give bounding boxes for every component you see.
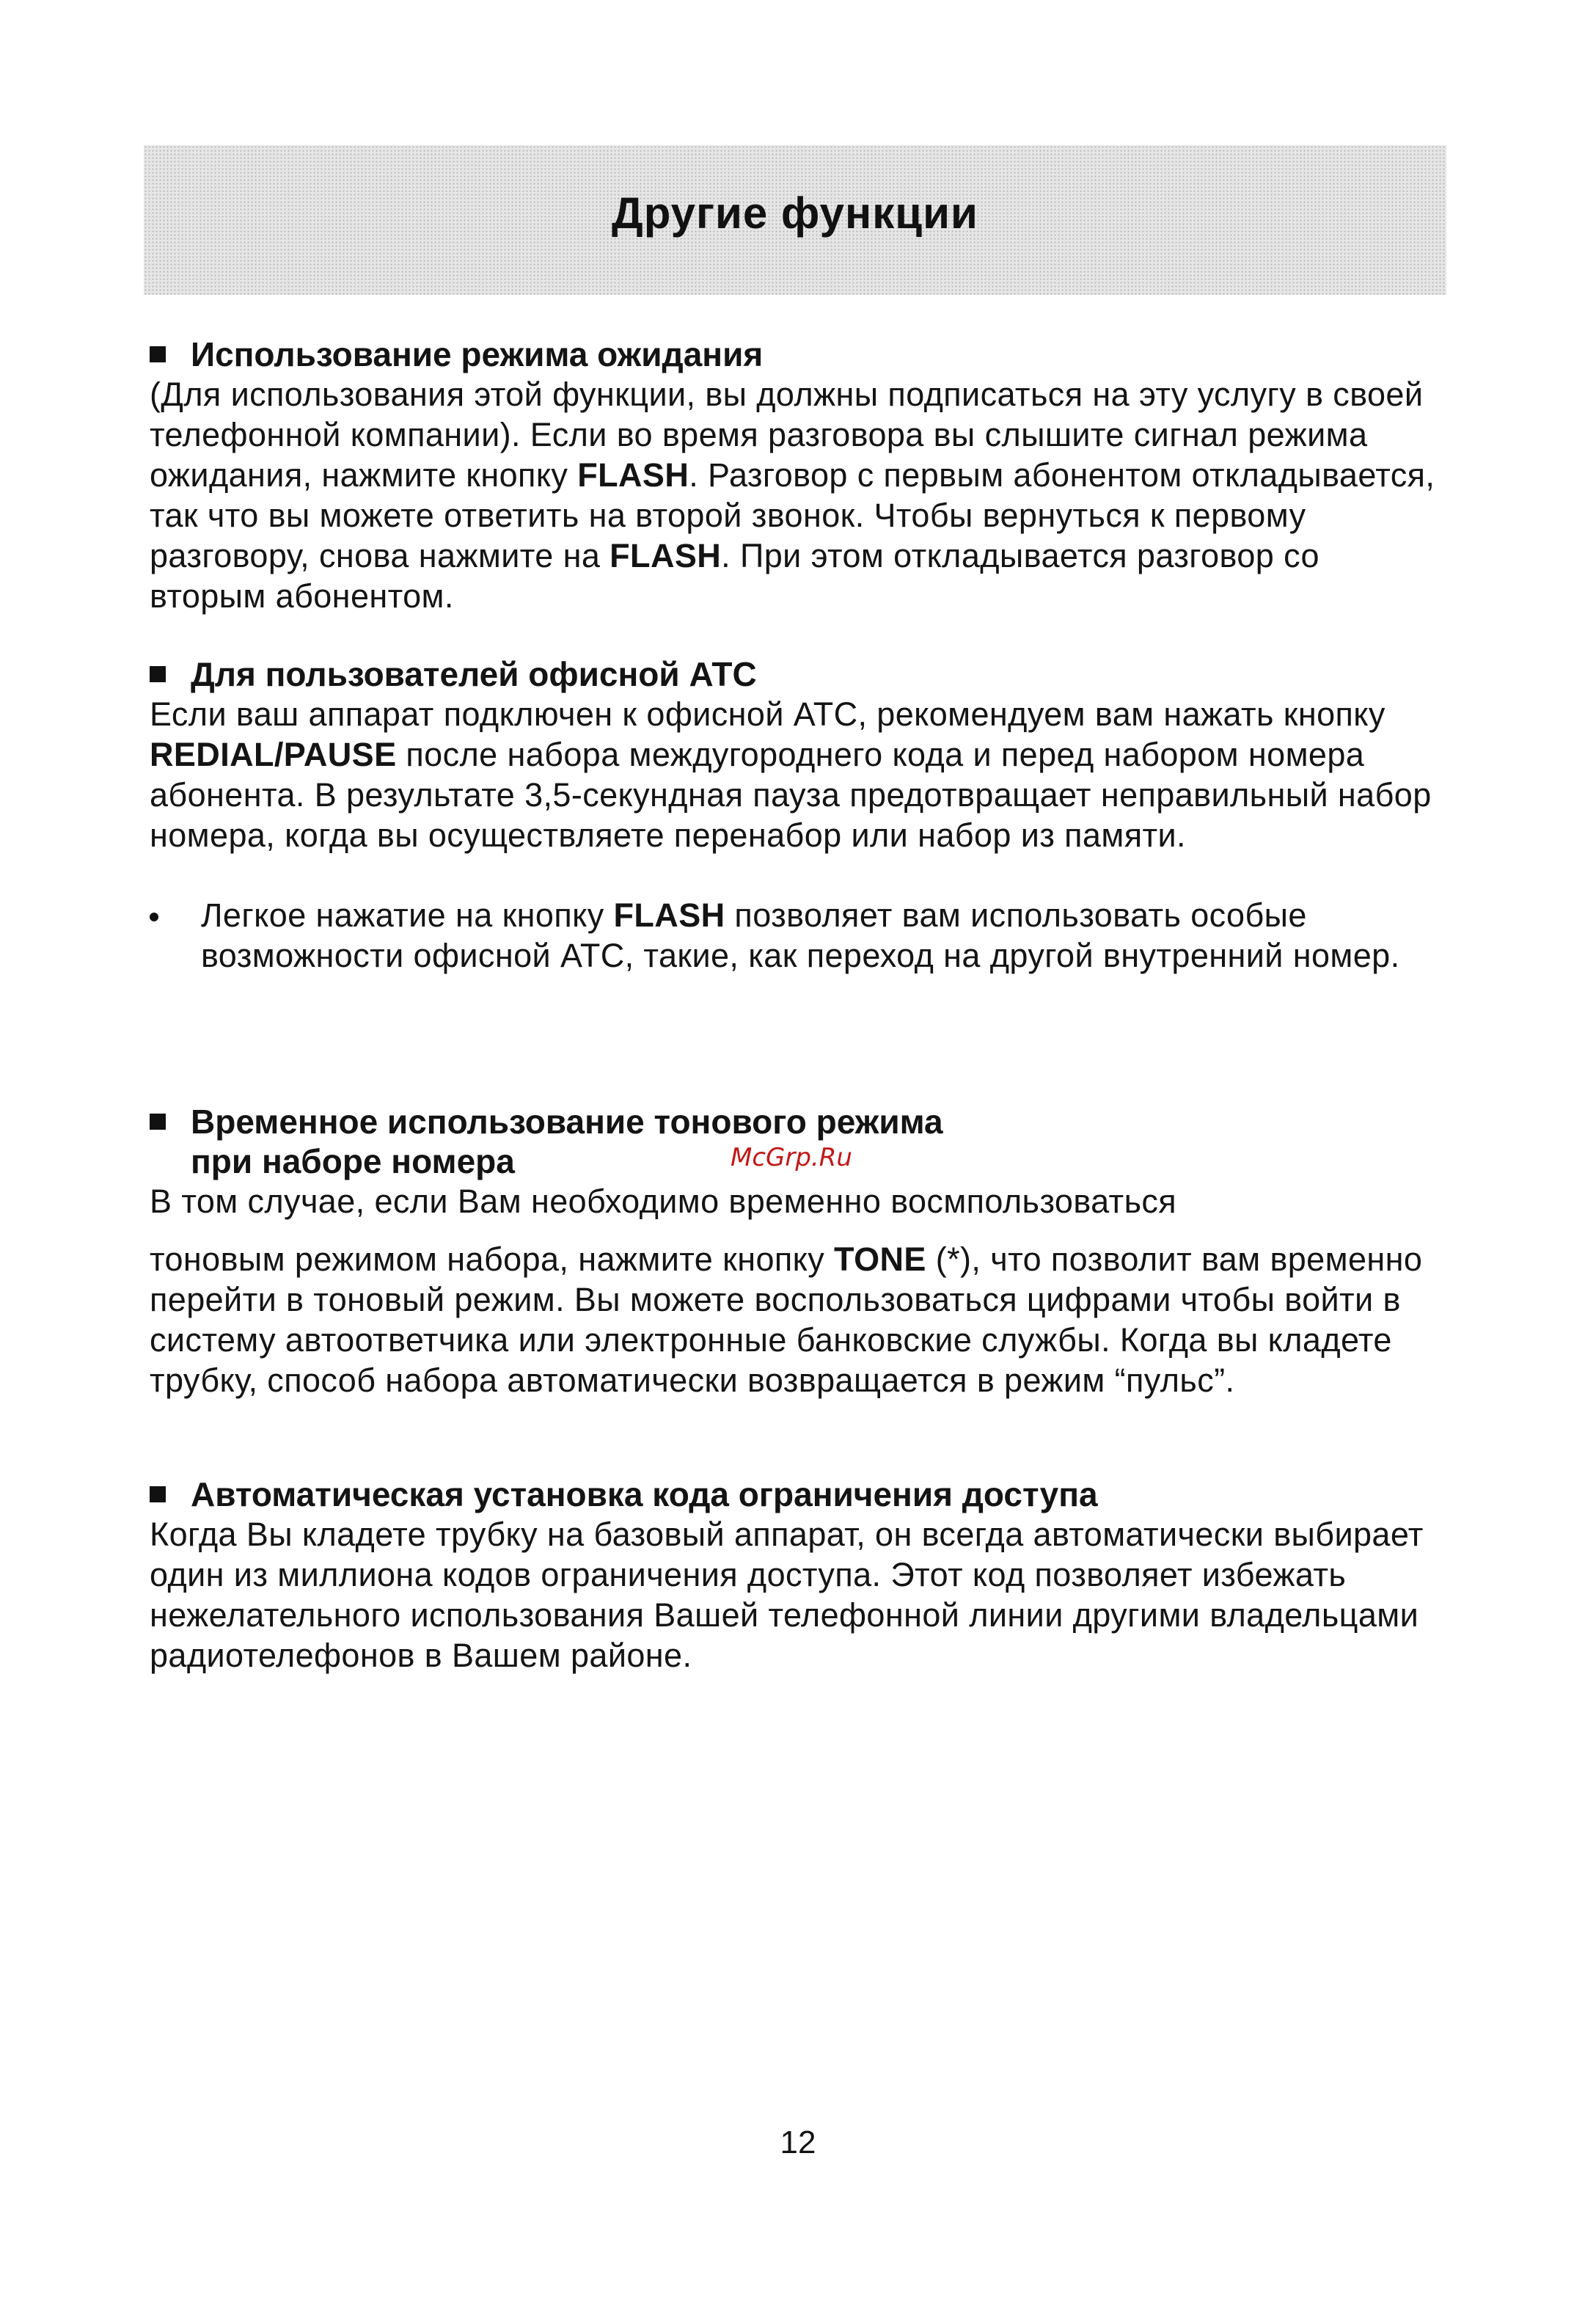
watermark: McGrp.Ru xyxy=(731,1143,852,1172)
section-office-pbx xyxy=(150,654,1441,976)
section-call-waiting xyxy=(150,335,1441,616)
page-header-band xyxy=(144,145,1446,295)
key-name: REDIAL/PAUSE xyxy=(150,736,397,773)
section-heading: Автоматическая установка кода ограничения доступа xyxy=(150,1475,1441,1514)
section-heading: Для пользователей офисной АТС xyxy=(150,654,1441,694)
section-heading: Использование режима ожидания xyxy=(150,335,1441,374)
key-name: TONE xyxy=(834,1240,926,1278)
key-name: FLASH xyxy=(610,537,722,574)
bullet-dot-icon xyxy=(150,913,158,921)
section-paragraph: тоновым режимом набора, нажмите кнопку TONE (*), что позволит вам временно перейти в тоновый режим. Вы можете воспользоваться цифрами чтобы войти в систему автоответчика или электронные банковские службы. Когда вы кладете трубку, способ набора автоматически возвращается в режим “пульс”. xyxy=(150,1240,1423,1399)
section-paragraph-first-line: В том случае, если Вам необходимо временно восмпользоваться xyxy=(150,1183,1177,1220)
square-bullet-icon xyxy=(150,666,166,682)
section-paragraph: Когда Вы кладете трубку на базовый аппарат, он всегда автоматически выбирает один из миллиона кодов ограничения доступа. Этот код позволяет избежать нежелательного использования Вашей телефонной линии другими владельцами радиотелефонов в Вашем районе. xyxy=(150,1516,1424,1674)
key-name: FLASH xyxy=(577,456,689,494)
section-paragraph: Если ваш аппарат подключен к офисной АТС, рекомендуем вам нажать кнопку REDIAL/PAUSE после набора междугороднего кода и перед набором номера абонента. В результате 3,5-секундная пауза предотвращает неправильный набор номера, когда вы осуществляете перенабор или набор из памяти. xyxy=(150,695,1432,854)
page-title: Другие функции xyxy=(612,189,978,238)
square-bullet-icon xyxy=(150,346,166,362)
square-bullet-icon xyxy=(150,1114,166,1130)
key-name: FLASH xyxy=(613,896,725,934)
section-paragraph: (Для использования этой функции, вы должны подписаться на эту услугу в своей телефонной компании). Если во время разговора вы слышите сигнал режима ожидания, нажмите кнопку FLASH. Разговор с первым абонентом откладывается, так что вы можете ответить на второй звонок. Чтобы вернуться к первому разговору, снова нажмите на FLASH. При этом откладывается разговор со вторым абонентом. xyxy=(150,376,1435,615)
section-heading: Временное использование тонового режима при наборе номера xyxy=(150,1102,1441,1181)
square-bullet-icon xyxy=(150,1486,166,1502)
page-number: 12 xyxy=(780,2124,816,2160)
list-item: Легкое нажатие на кнопку FLASH позволяет вам использовать особые возможности офисной АТС, такие, как переход на другой внутренний номер. xyxy=(150,895,1441,976)
section-security-code xyxy=(150,1475,1441,1676)
